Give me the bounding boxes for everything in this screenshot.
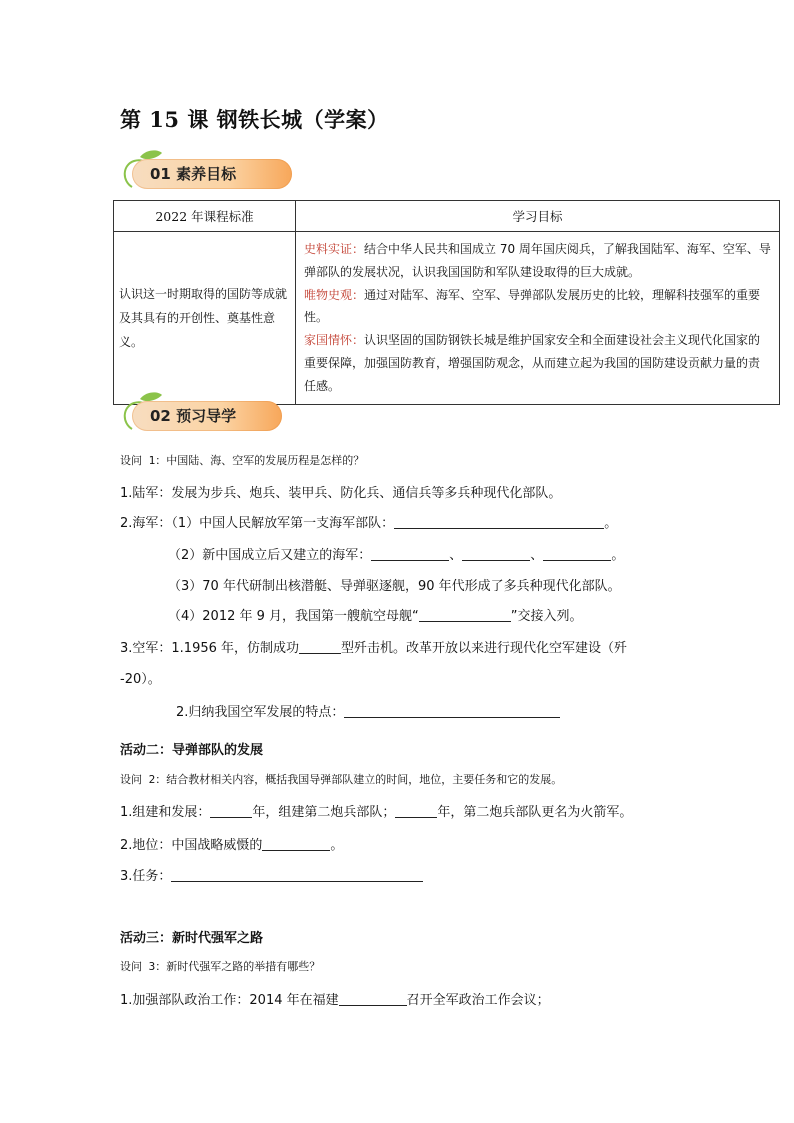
- punct: 。: [330, 838, 344, 853]
- goal-item: [304, 284, 771, 330]
- standard-cell: 认识这一时期取得的国防等成就及其具有的开创性、奠基性意义。: [114, 232, 296, 405]
- answer-blank[interactable]: [462, 546, 530, 561]
- question-3-prompt: 设问 3：新时代强军之路的举措有哪些？: [120, 960, 321, 973]
- section-number: 02: [150, 407, 171, 425]
- page-title: 第 15 课 钢铁长城（学案）: [120, 107, 389, 132]
- punct: 、: [449, 548, 463, 563]
- goal-item: [304, 329, 771, 397]
- air-force-cont: -20）。: [120, 672, 161, 687]
- punct: 。: [604, 516, 618, 531]
- answer-blank[interactable]: [371, 546, 449, 561]
- section-header-preview: [118, 389, 293, 433]
- answer-blank[interactable]: [339, 991, 407, 1006]
- answer-blank[interactable]: [210, 803, 252, 818]
- goals-table: [113, 200, 780, 405]
- strong-army-item-1: [120, 989, 550, 1008]
- army-line: 1.陆军：发展为步兵、炮兵、装甲兵、防化兵、通信兵等多兵种现代化部队。: [120, 486, 562, 501]
- goal-label: 唯物史观：: [304, 287, 365, 302]
- navy-line-4-text: （4）2012 年 9 月，我国第一艘航空母舰“: [168, 609, 419, 624]
- missile-item-2: [120, 834, 343, 853]
- navy-line-2-text: （2）新中国成立后又建立的海军：: [168, 548, 372, 563]
- goal-label: 家国情怀：: [304, 333, 365, 348]
- answer-blank[interactable]: [543, 546, 611, 561]
- air-force-line: [120, 637, 627, 656]
- goal-item: [304, 238, 771, 284]
- answer-blank[interactable]: [299, 639, 341, 654]
- missile-item-3-text: 3.任务：: [120, 869, 172, 884]
- section-label: 素养目标: [176, 165, 237, 183]
- navy-line-4: [168, 605, 583, 624]
- navy-line-3: （3）70 年代研制出核潜艇、导弹驱逐舰，90 年代形成了多兵种现代化部队。: [168, 579, 621, 594]
- air-force-features-text: 2.归纳我国空军发展的特点：: [176, 705, 345, 720]
- activity-2-title: 活动二：导弹部队的发展: [120, 743, 264, 758]
- answer-blank[interactable]: [344, 703, 560, 718]
- answer-blank[interactable]: [171, 867, 423, 882]
- air-force-text-2: 型歼击机。改革开放以来进行现代化空军建设（歼: [341, 641, 628, 656]
- navy-line-2: [168, 544, 624, 563]
- missile-item-3: [120, 865, 423, 884]
- table-header-goals: 学习目标: [296, 201, 780, 232]
- air-force-text: 3.空军：1.1956 年，仿制成功: [120, 641, 300, 656]
- punct: 。: [611, 548, 625, 563]
- missile-item-1-text-2: 年，组建第二炮兵部队；: [252, 805, 396, 820]
- missile-item-1: [120, 801, 632, 820]
- activity-3-title: 活动三：新时代强军之路: [120, 931, 264, 946]
- question-1-prompt: 设问 1：中国陆、海、空军的发展历程是怎样的？: [120, 454, 365, 467]
- answer-blank[interactable]: [394, 514, 604, 529]
- navy-line-4-suffix: ”交接入列。: [510, 609, 583, 624]
- answer-blank[interactable]: [262, 836, 330, 851]
- goal-text: 结合中华人民共和国成立 70 周年国庆阅兵，了解我国陆军、海军、空军、导弹部队的发展状况，认识我国国防和军队建设取得的巨大成就。: [304, 242, 771, 279]
- missile-item-2-text: 2.地位：中国战略威慑的: [120, 838, 263, 853]
- navy-line-1-text: 2.海军：（1）中国人民解放军第一支海军部队：: [120, 516, 395, 531]
- goal-text: 通过对陆军、海军、空军、导弹部队发展历史的比较，理解科技强军的重要性。: [304, 287, 761, 325]
- strong-army-item-1-suffix: 召开全军政治工作会议；: [406, 993, 550, 1008]
- navy-line-1: [120, 512, 617, 531]
- table-header-standard: 2022 年课程标准: [114, 201, 296, 232]
- question-2-prompt: 设问 2：结合教材相关内容，概括我国导弹部队建立的时间，地位，主要任务和它的发展。: [120, 773, 563, 786]
- section-header-goals: [118, 147, 293, 191]
- section-label: 预习导学: [176, 407, 237, 425]
- air-force-features: [176, 701, 560, 720]
- section-number: 01: [150, 165, 171, 183]
- goals-cell: [296, 232, 780, 405]
- missile-item-1-text-3: 年，第二炮兵部队更名为火箭军。: [437, 805, 633, 820]
- answer-blank[interactable]: [395, 803, 437, 818]
- missile-item-1-text: 1.组建和发展：: [120, 805, 211, 820]
- punct: 、: [530, 548, 544, 563]
- answer-blank[interactable]: [419, 607, 511, 622]
- goal-text: 认识坚固的国防钢铁长城是维护国家安全和全面建设社会主义现代化国家的重要保障，加强国防教育，增强国防观念，从而建立起为我国的国防建设贡献力量的责任感。: [304, 333, 761, 393]
- goal-label: 史料实证：: [304, 242, 365, 256]
- strong-army-item-1-text: 1.加强部队政治工作：2014 年在福建: [120, 993, 339, 1008]
